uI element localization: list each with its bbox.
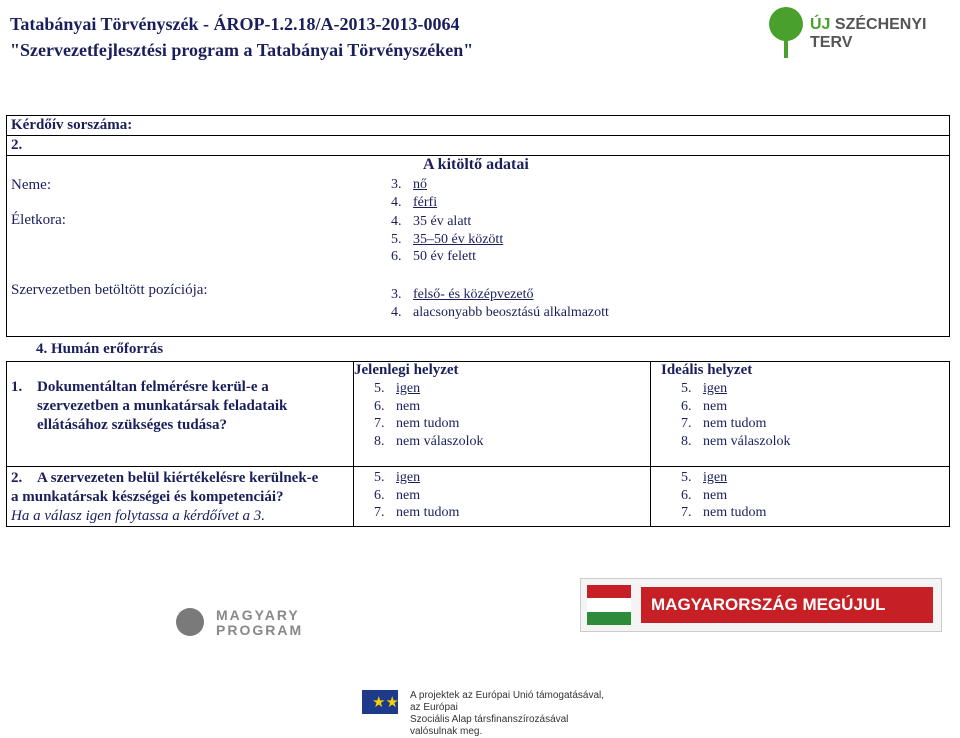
- q1-current-options: [374, 380, 483, 450]
- answer-option[interactable]: 5. igen: [681, 381, 728, 396]
- magyary-emblem-icon: [176, 608, 204, 636]
- eu-flag-icon: ★★: [362, 690, 398, 714]
- age-option[interactable]: 4. 35 év alatt: [391, 214, 472, 229]
- col-ideal-header: Ideális helyzet: [661, 362, 753, 378]
- q2-current-options: [374, 469, 459, 522]
- respondent-table: [6, 115, 950, 337]
- position-label: Szervezetben betöltött pozíciója:: [11, 282, 208, 298]
- szechenyi-leaf-icon: [766, 4, 806, 58]
- answer-option[interactable]: 6. nem: [681, 398, 728, 414]
- q1-ideal-options: [681, 380, 790, 450]
- answer-option[interactable]: 6. nem: [681, 487, 728, 503]
- answer-option[interactable]: 6. nem: [374, 398, 421, 414]
- answer-option[interactable]: 5. igen: [681, 470, 728, 485]
- header-title: Tatabányai Törvényszék - ÁROP-1.2.18/A-2013-2013-0064: [10, 14, 460, 34]
- szechenyi-logo: [766, 4, 956, 60]
- answer-option[interactable]: 7. nem tudom: [374, 416, 460, 431]
- header-subtitle: "Szervezetfejlesztési program a Tatabányai Törvényszéken": [10, 40, 474, 60]
- magyarorszag-megujul-logo: MAGYARORSZÁG MEGÚJUL: [580, 578, 942, 632]
- questionnaire-number-value: 2.: [7, 136, 950, 156]
- answer-option[interactable]: 8. nem válaszolok: [681, 433, 791, 449]
- answer-option[interactable]: 6. nem: [374, 487, 421, 503]
- age-option[interactable]: 6. 50 év felett: [391, 249, 476, 264]
- respondent-title: A kitöltő adatai: [423, 156, 529, 173]
- age-options: [391, 213, 503, 266]
- gender-options: [391, 176, 437, 211]
- q2-ideal-options: [681, 469, 766, 522]
- position-options: [391, 286, 609, 321]
- age-label: Életkora:: [11, 212, 66, 228]
- section-title: 4. Humán erőforrás: [36, 341, 164, 357]
- questionnaire-number-label: Kérdőív sorszáma:: [7, 116, 950, 136]
- position-option[interactable]: 3. felső- és középvezető: [391, 287, 534, 302]
- magyary-program-logo: MAGYARY PROGRAM: [170, 600, 330, 644]
- age-option[interactable]: 5. 35–50 év között: [391, 231, 504, 247]
- answer-option[interactable]: 8. nem válaszolok: [374, 433, 484, 449]
- hungarian-flag-icon: [587, 585, 631, 625]
- question-1: 1. Dokumentáltan felmérésre kerül-e a szervezetben a munkatársak feladataik ellátásához szükséges tudása?: [11, 379, 288, 433]
- answer-option[interactable]: 5. igen: [374, 381, 421, 396]
- answer-option[interactable]: 5. igen: [374, 470, 421, 485]
- answer-option[interactable]: 7. nem tudom: [374, 505, 460, 520]
- position-option[interactable]: 4. alacsonyabb beosztású alkalmazott: [391, 304, 609, 320]
- szechenyi-logo-text: ÚJ SZÉCHENYI TERV: [810, 16, 927, 51]
- col-current-header: Jelenlegi helyzet: [354, 362, 459, 378]
- gender-option[interactable]: 3. nő: [391, 177, 427, 192]
- answer-option[interactable]: 7. nem tudom: [681, 416, 767, 431]
- question-2: 2. A szervezeten belül kiértékelésre kerülnek-e a munkatársak készségei és kompetenciái? Ha a válasz igen folytassa a kérdőívet a 3.: [11, 470, 319, 524]
- gender-option[interactable]: 4. férfi: [391, 194, 438, 210]
- answer-option[interactable]: 7. nem tudom: [681, 505, 767, 520]
- gender-label: Neme:: [11, 177, 51, 193]
- hr-questions-table: [6, 361, 950, 527]
- eu-support-notice: ★★ A projektek az Európai Unió támogatásával, az Európai Szociális Alap társfinanszírozásával valósulnak meg.: [362, 688, 606, 716]
